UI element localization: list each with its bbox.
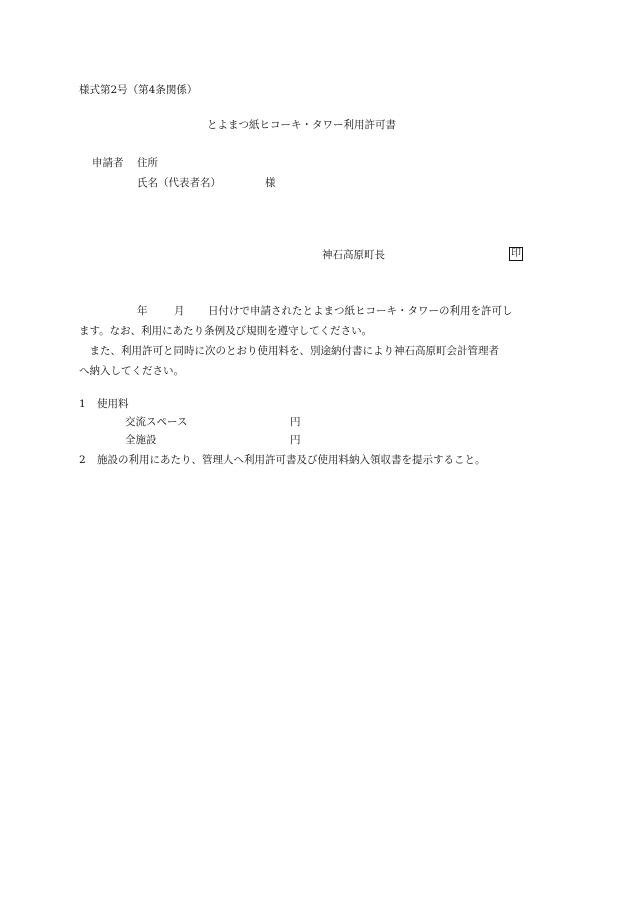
body-line-1: 日付けで申請されたとよまつ紙ヒコーキ・タワーの利用を許可し xyxy=(208,305,513,317)
issuer-name: 神石高原町長 xyxy=(322,249,385,261)
honorific: 様 xyxy=(265,177,276,189)
fee-label-exchange-space: 交流スペース xyxy=(125,416,188,428)
name-label: 氏名（代表者名） xyxy=(137,177,221,189)
body-line-3: また、利用許可と同時に次のとおり使用料を、別途納付書により神石高原町会計管理者 xyxy=(79,345,499,357)
year-label: 年 xyxy=(137,305,148,317)
body-line-2: ます。なお、利用にあたり条例及び規則を遵守してください。 xyxy=(79,325,373,337)
item-2-number: 2 xyxy=(79,454,86,466)
body-line-4: へ納入してください。 xyxy=(79,365,184,377)
fee-label-all-facilities: 全施設 xyxy=(125,434,157,446)
fee-unit-exchange-space: 円 xyxy=(290,416,301,428)
seal-stamp: 印 xyxy=(511,248,521,259)
address-label: 住所 xyxy=(137,157,158,169)
item-2-text: 施設の利用にあたり、管理人へ利用許可書及び使用料納入領収書を提示すること。 xyxy=(97,454,486,466)
fee-unit-all-facilities: 円 xyxy=(290,434,301,446)
form-number: 様式第2号（第4条関係） xyxy=(79,84,198,96)
applicant-label: 申請者 xyxy=(92,157,124,169)
month-label: 月 xyxy=(174,305,185,317)
body-paragraph xyxy=(79,321,551,381)
item-1-label: 使用料 xyxy=(97,398,129,410)
item-1-number: 1 xyxy=(79,398,86,410)
document-title: とよまつ紙ヒコーキ・タワー利用許可書 xyxy=(207,119,396,131)
